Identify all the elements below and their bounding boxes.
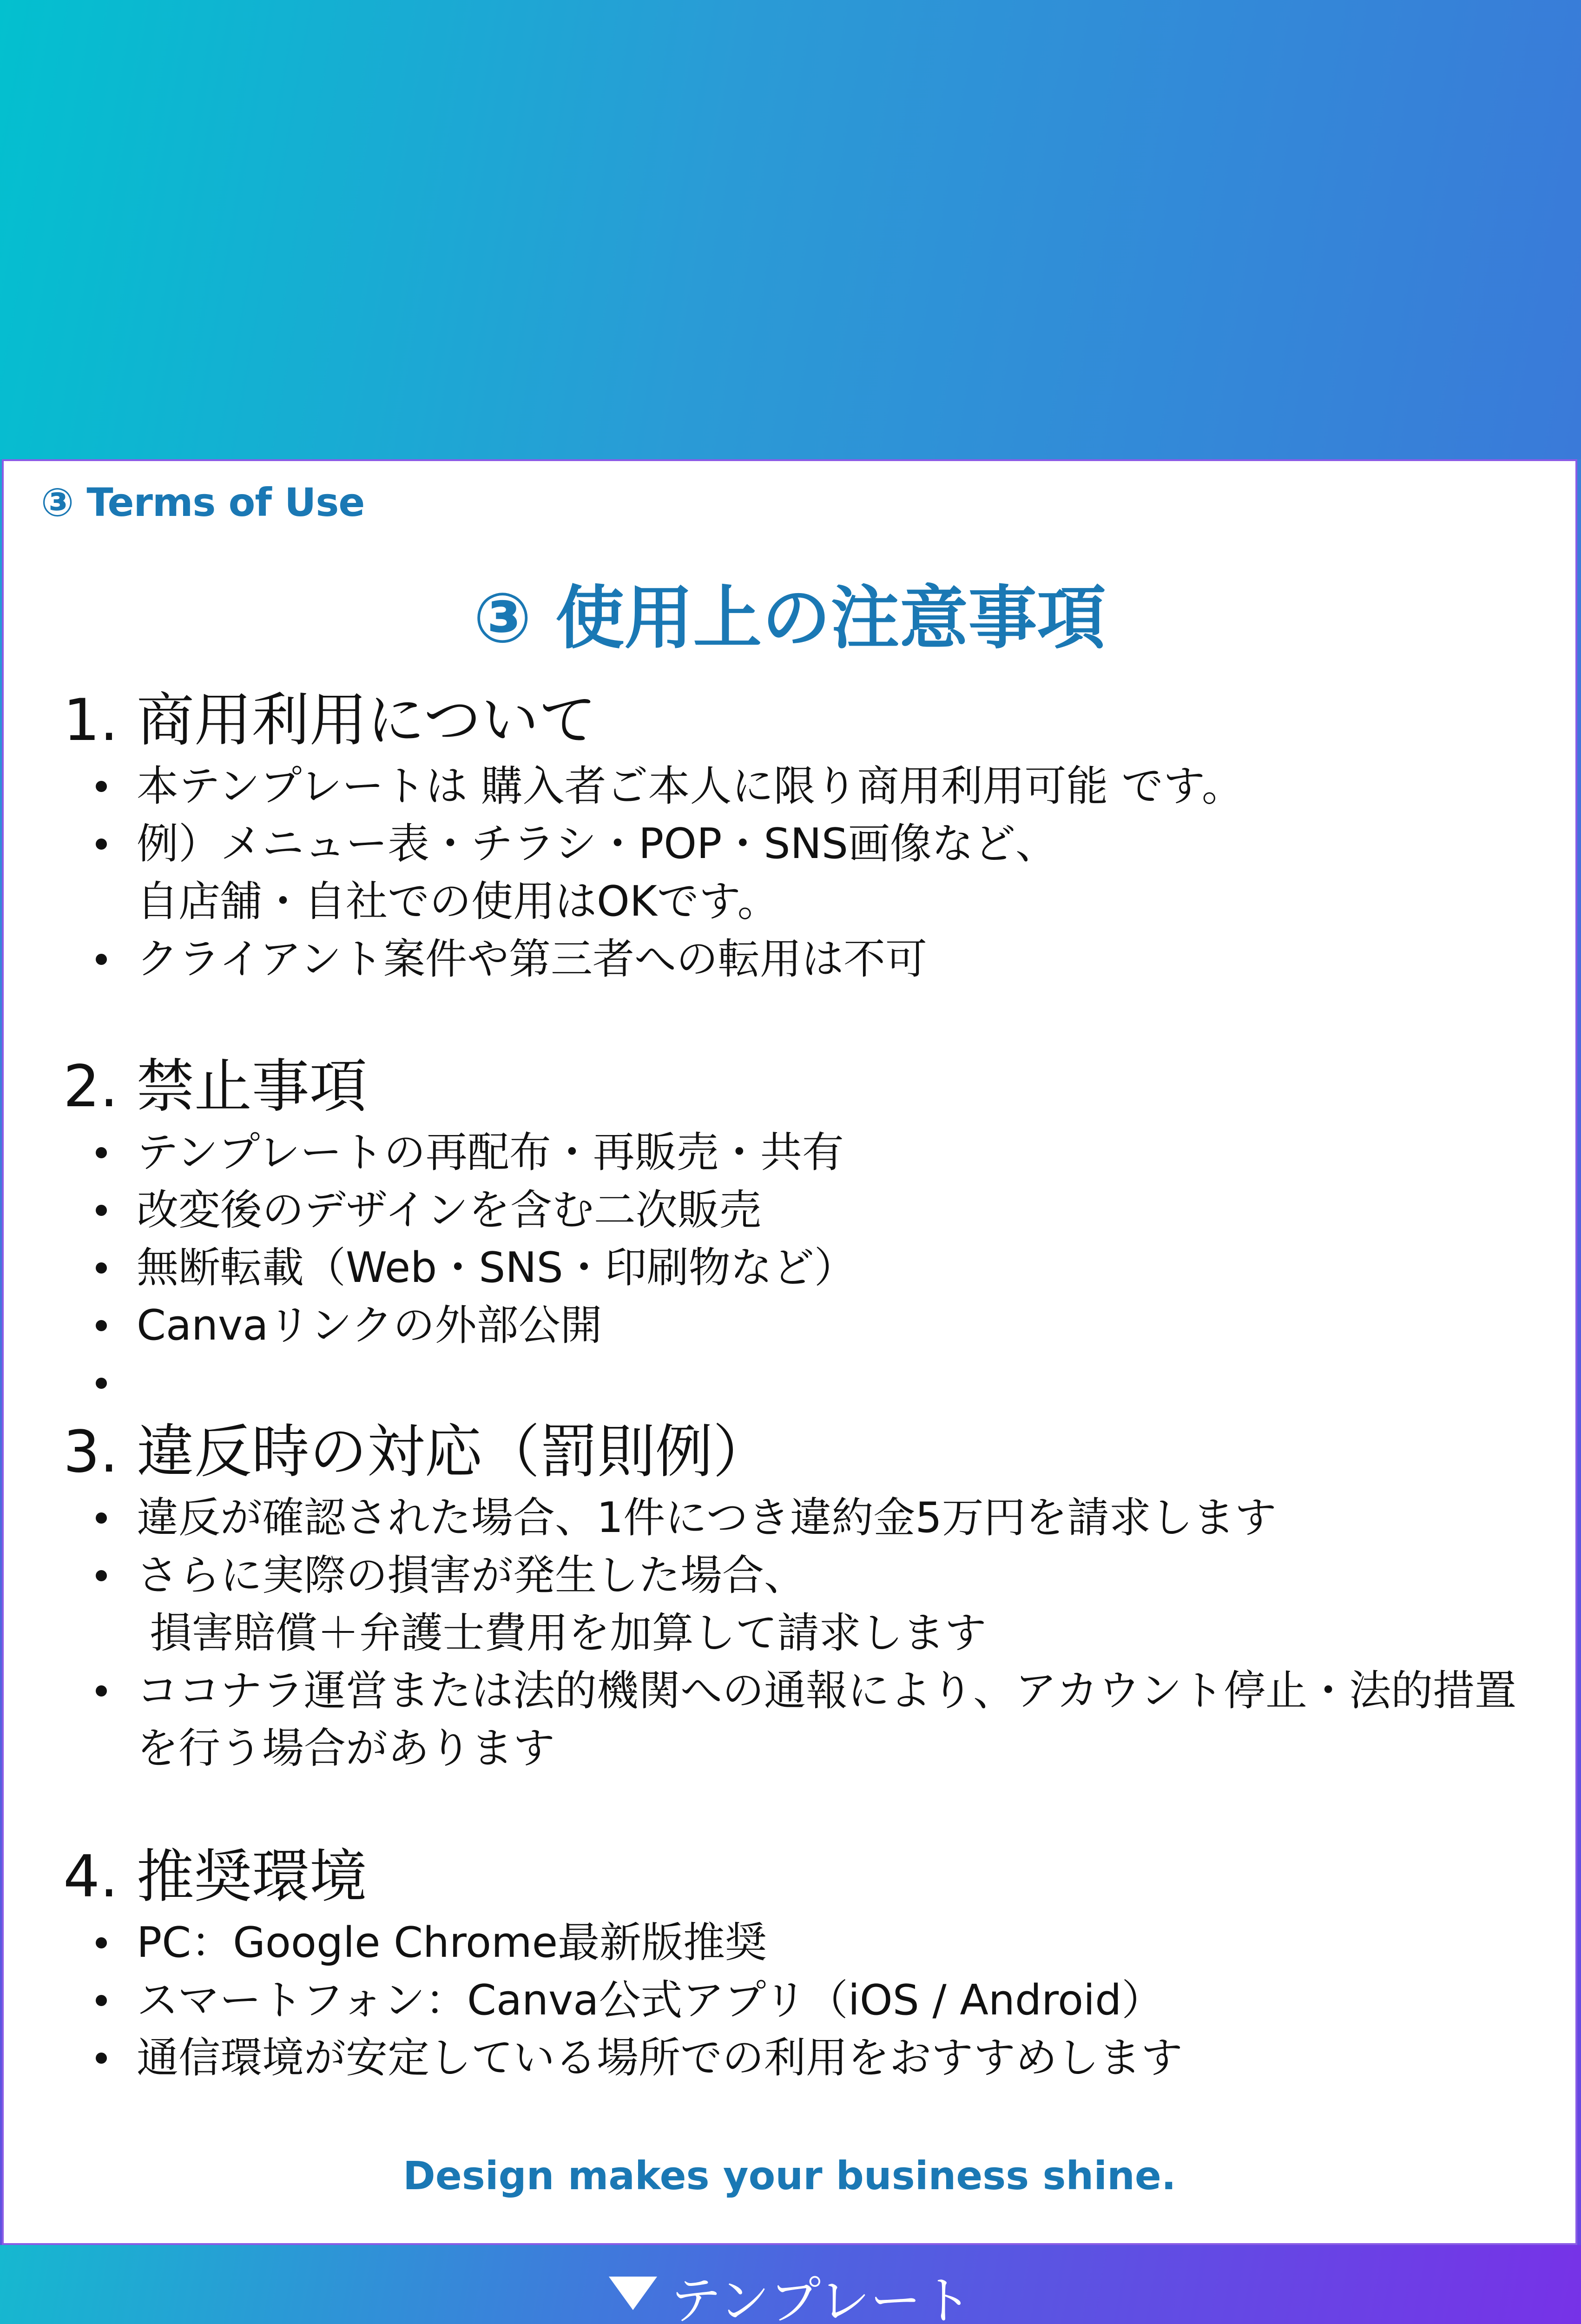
bullet-icon — [96, 2053, 107, 2064]
list-item: 改変後のデザインを含む二次販売 — [63, 1182, 1564, 1239]
list-item: 例）メニュー表・チラシ・POP・SNS画像など、 自店舗・自社での使用はOKです。 — [63, 815, 1564, 931]
terms-of-use-tag: ③ Terms of Use — [41, 480, 365, 525]
top-gradient-band — [0, 0, 1581, 459]
list-item: 無断転載（Web・SNS・印刷物など） — [63, 1239, 1564, 1297]
list-item: PC：Google Chrome最新版推奨 — [63, 1914, 1564, 1972]
list-item: 違反が確認された場合、1件につき違約金5万円を請求します — [63, 1489, 1564, 1547]
list-item: スマートフォン：Canva公式アプリ（iOS / Android） — [63, 1972, 1564, 2029]
list-item: ココナラ運営または法的機関への通報により、アカウント停止・法的措置 を行う場合があります — [63, 1662, 1564, 1777]
list-item: テンプレートの再配布・再販売・共有 — [63, 1124, 1564, 1182]
section-violations — [63, 1415, 1564, 1777]
bullet-icon — [96, 954, 107, 965]
page-title: ③ 使用上の注意事項 — [473, 578, 1106, 658]
bullet-icon — [96, 1205, 107, 1216]
bullet-icon — [96, 1512, 107, 1524]
bullet-icon — [96, 1147, 107, 1158]
bullet-icon — [96, 1685, 107, 1697]
section-list — [63, 1489, 1564, 1777]
bullet-icon — [96, 1262, 107, 1274]
list-item: さらに実際の損害が発生した場合、 損害賠償＋弁護士費用を加算して請求します — [63, 1547, 1564, 1662]
section-list — [63, 758, 1564, 988]
bullet-icon — [96, 1378, 107, 1389]
terms-panel — [2, 459, 1577, 2245]
bullet-icon — [96, 1570, 107, 1581]
bullet-icon — [96, 1320, 107, 1331]
section-list — [63, 1914, 1564, 2087]
bullet-icon — [96, 1937, 107, 1948]
list-item-empty — [63, 1354, 1564, 1412]
bullet-icon — [96, 838, 107, 850]
list-item: 通信環境が安定している場所での利用をおすすめします — [63, 2029, 1564, 2087]
section-heading: 2. 禁止事項 — [63, 1053, 367, 1120]
footer-template-block — [0, 2268, 1581, 2324]
section-heading: 4. 推奨環境 — [63, 1843, 367, 1910]
bullet-icon — [96, 1995, 107, 2006]
list-item: 本テンプレートは 購入者ご本人に限り商用利用可能 です。 — [63, 758, 1564, 815]
list-item: Canvaリンクの外部公開 — [63, 1297, 1564, 1354]
triangle-down-icon — [609, 2277, 657, 2310]
bullet-icon — [96, 781, 107, 792]
tagline: Design makes your business shine. — [403, 2153, 1176, 2199]
section-commercial-use — [63, 683, 1564, 988]
section-heading: 1. 商用利用について — [63, 687, 597, 754]
section-recommended-env — [63, 1840, 1564, 2087]
section-heading: 3. 違反時の対応（罰則例） — [63, 1419, 771, 1486]
section-list — [63, 1124, 1564, 1412]
footer-template-heading: テンプレート — [0, 2268, 1581, 2324]
list-item: クライアント案件や第三者への転用は不可 — [63, 931, 1564, 988]
section-prohibited — [63, 1050, 1564, 1412]
